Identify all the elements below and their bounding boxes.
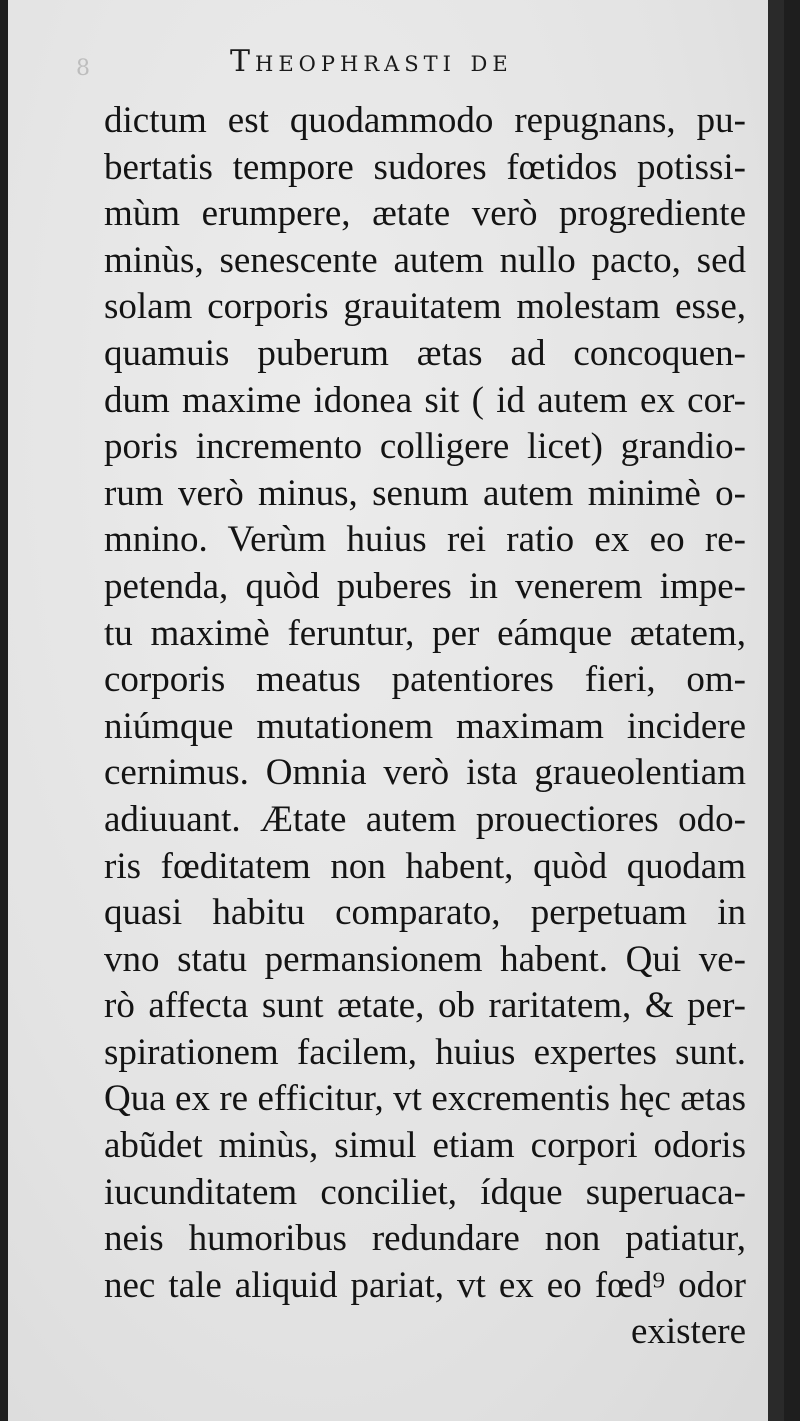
book-page — [8, 0, 784, 1421]
text-line: solam corporis grauitatem molestam esse, — [104, 286, 746, 328]
text-line: Qua ex re efficitur, vt excrementis hęc ætas — [104, 1078, 746, 1120]
text-line: quamuis puberum ætas ad concoquen- — [104, 332, 746, 374]
text-line: iucunditatem conciliet, ídque superuaca- — [104, 1171, 746, 1213]
text-line: quasi habitu comparato, perpetuam in — [104, 892, 746, 934]
text-line: adiuuant. Ætate autem prouectiores odo- — [104, 798, 746, 840]
text-line: cernimus. Omnia verò ista graueolentiam — [104, 752, 746, 794]
text-line: tu maximè feruntur, per eámque ætatem, — [104, 612, 746, 654]
text-line: neis humoribus redundare non patiatur, — [104, 1218, 746, 1260]
text-line: rum verò minus, senum autem minimè o- — [104, 472, 746, 514]
text-line: mùm erumpere, ætate verò progrediente — [104, 193, 746, 235]
text-line: corporis meatus patentiores fieri, om- — [104, 659, 746, 701]
text-line: nec tale aliquid pariat, vt ex eo fœd⁹ odor — [104, 1264, 746, 1306]
text-line: petenda, quòd puberes in venerem impe- — [104, 565, 746, 607]
text-line: niúmque mutationem maximam incidere — [104, 705, 746, 747]
text-line: spirationem facilem, huius expertes sunt. — [104, 1031, 746, 1073]
page-number: 8 — [76, 56, 90, 81]
text-line: vno statu permansionem habent. Qui ve- — [104, 938, 746, 980]
body-text — [104, 98, 746, 1356]
text-line: minùs, senescente autem nullo pacto, sed — [104, 239, 746, 281]
text-line: poris incremento colligere licet) grandio- — [104, 426, 746, 468]
page-edge-shadow — [768, 0, 784, 1421]
text-line: ris fœditatem non habent, quòd quodam — [104, 845, 746, 887]
text-line: dum maxime idonea sit ( id autem ex cor- — [104, 379, 746, 421]
text-line: abũdet minùs, simul etiam corpori odoris — [104, 1125, 746, 1167]
text-line: rò affecta sunt ætate, ob raritatem, & per- — [104, 985, 746, 1027]
text-line: existere — [630, 1311, 746, 1353]
text-line: bertatis tempore sudores fœtidos potissi- — [104, 146, 746, 188]
text-line: dictum est quodammodo repugnans, pu- — [104, 100, 746, 141]
text-line: mnino. Verùm huius rei ratio ex eo re- — [104, 519, 746, 561]
running-head: Theophrasti de — [230, 44, 513, 79]
